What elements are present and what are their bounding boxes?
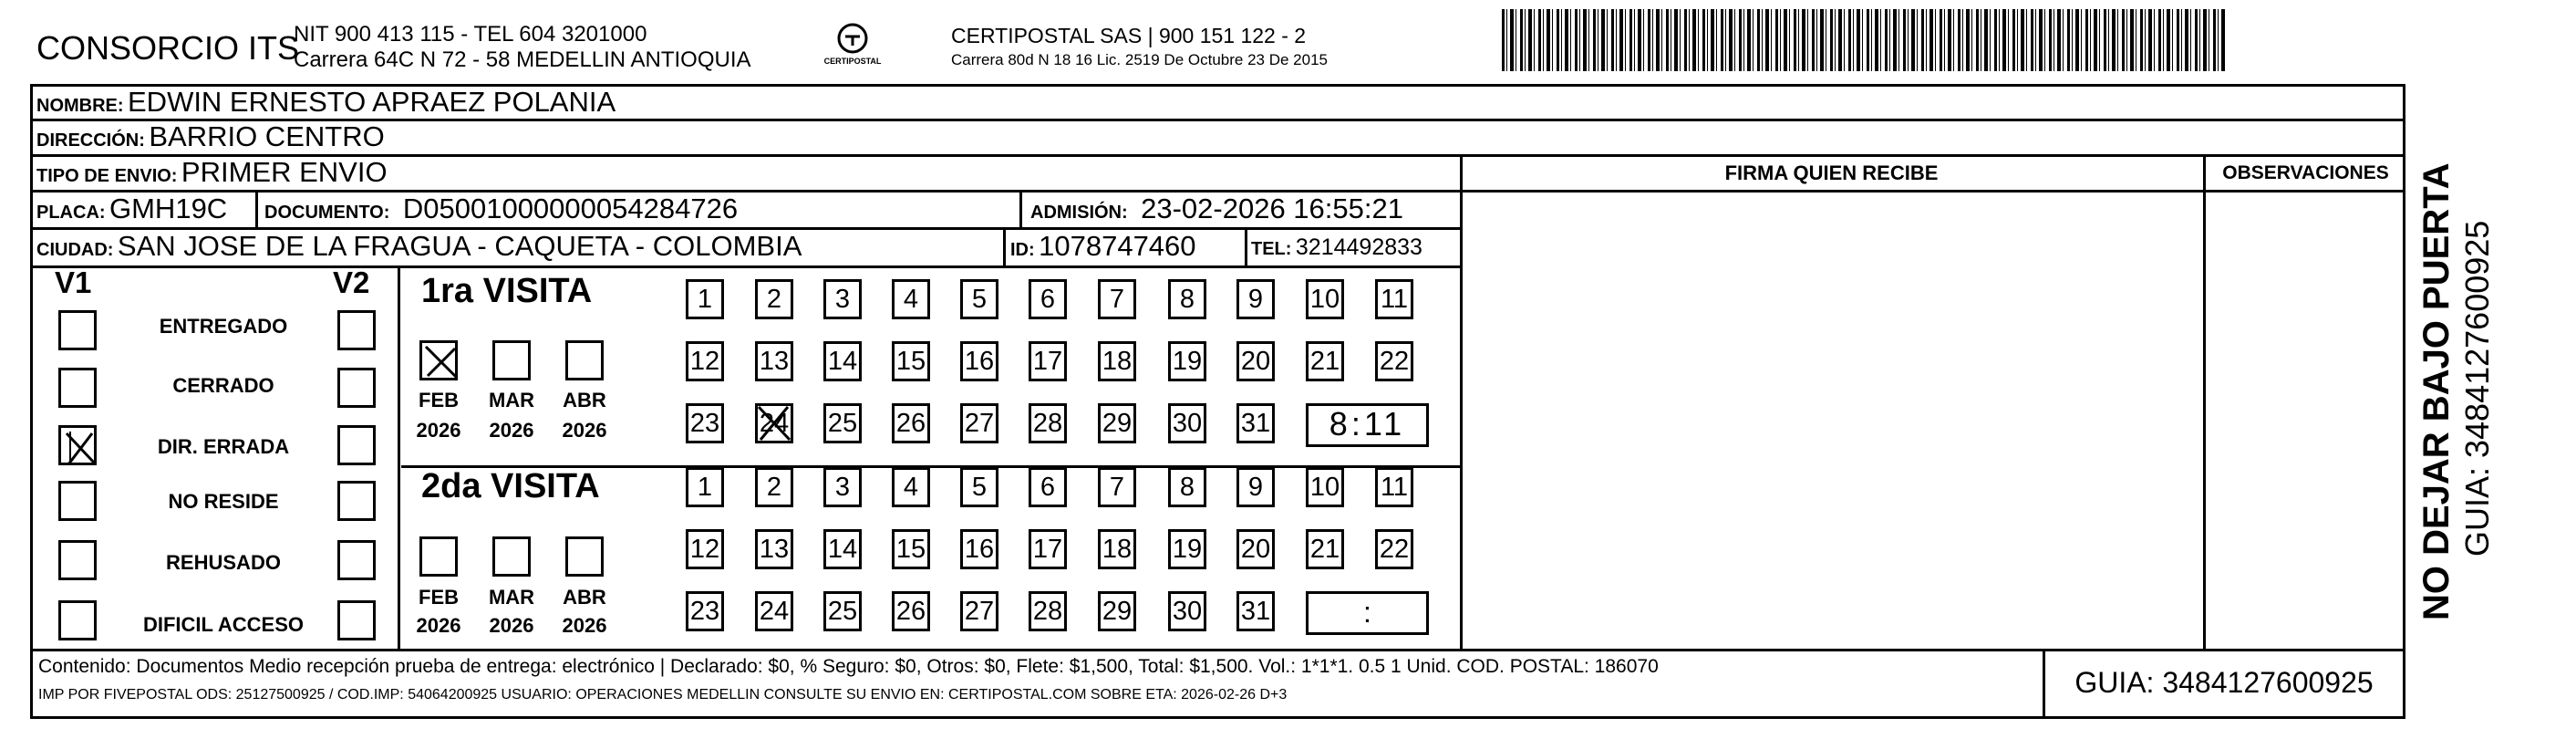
v2-header: V2 (333, 265, 370, 299)
visit1-feb-checkbox[interactable] (419, 340, 458, 380)
visit1-day-28[interactable]: 28 (1029, 403, 1067, 443)
ciudad-row (36, 230, 802, 268)
v2-cerrado-checkbox[interactable] (337, 368, 376, 408)
visit1-day-26[interactable]: 26 (892, 403, 930, 443)
certipostal-line2: Carrera 80d N 18 16 Lic. 2519 De Octubre 23 De 2015 (951, 51, 1328, 68)
certipostal-logo (825, 18, 880, 73)
visit2-abr-checkbox[interactable] (565, 536, 604, 577)
visit1-day-16[interactable]: 16 (960, 341, 998, 381)
v1-entregado-checkbox[interactable] (58, 310, 97, 350)
admision-label: ADMISIÓN: (1030, 203, 1128, 223)
placa-label: PLACA: (36, 203, 106, 223)
visit2-day-7[interactable]: 7 (1098, 467, 1136, 507)
ciudad-value: SAN JOSE DE LA FRAGUA - CAQUETA - COLOMBIA (117, 230, 802, 262)
visit2-day-21[interactable]: 21 (1306, 529, 1344, 569)
nit-line: NIT 900 413 115 - TEL 604 3201000 (294, 22, 647, 47)
option-dificil-acceso: DIFICIL ACCESO (142, 613, 304, 636)
footer-content-line: Contenido: Documentos Medio recepción prueba de entrega: electrónico | Declarado: $0, % Seguro: $0, Otros: $0, Flete: $1,500, Total: $1,500. Vol.: 1*1*1. 0.5 1 Unid. COD. POSTAL: 186070 (38, 656, 1659, 677)
visit1-day-3[interactable]: 3 (823, 279, 862, 319)
v1-cerrado-checkbox[interactable] (58, 368, 97, 408)
footer-guia: GUIA: 3484127600925 (2074, 666, 2374, 699)
id-row (1010, 230, 1196, 268)
visit1-day-9[interactable]: 9 (1236, 279, 1275, 319)
v2-no-reside-checkbox[interactable] (337, 481, 376, 521)
visit2-day-6[interactable]: 6 (1029, 467, 1067, 507)
visit1-day-4[interactable]: 4 (892, 279, 930, 319)
observaciones-header: OBSERVACIONES (2222, 162, 2389, 183)
visit2-day-14[interactable]: 14 (823, 529, 862, 569)
certipostal-line1: CERTIPOSTAL SAS | 900 151 122 - 2 (951, 24, 1307, 47)
visit2-feb-checkbox[interactable] (419, 536, 458, 577)
firma-header: FIRMA QUIEN RECIBE (1724, 161, 1939, 184)
tel-value: 3214492833 (1295, 234, 1422, 260)
visit2-day-12[interactable]: 12 (686, 529, 724, 569)
visit2-day-15[interactable]: 15 (892, 529, 930, 569)
visit2-day-26[interactable]: 26 (892, 591, 930, 631)
option-entregado: ENTREGADO (159, 315, 288, 338)
visit2-day-23[interactable]: 23 (686, 591, 724, 631)
option-rehusado: REHUSADO (166, 551, 281, 574)
nombre-label: NOMBRE: (36, 96, 124, 116)
visit1-month-mar: MAR (488, 389, 535, 411)
barcode (1502, 9, 2227, 71)
visit1-year-abr: 2026 (562, 419, 607, 442)
documento-value: D05001000000054284726 (402, 193, 739, 224)
visit1-day-15[interactable]: 15 (892, 341, 930, 381)
visit2-day-24[interactable]: 24 (755, 591, 793, 631)
visit1-day-23[interactable]: 23 (686, 403, 724, 443)
nombre-row (36, 86, 616, 124)
visit1-month-abr: ABR (563, 389, 606, 411)
v1-dificil-acceso-checkbox[interactable] (58, 600, 97, 640)
v1-rehusado-checkbox[interactable] (58, 540, 97, 580)
visit1-day-25[interactable]: 25 (823, 403, 862, 443)
tel-row (1251, 231, 1422, 267)
visit2-day-11[interactable]: 11 (1375, 467, 1413, 507)
option-no-reside: NO RESIDE (168, 490, 279, 513)
visit1-day-27[interactable]: 27 (960, 403, 998, 443)
visit2-time-box[interactable]: : (1306, 591, 1429, 635)
visit2-day-20[interactable]: 20 (1236, 529, 1275, 569)
visit2-day-2[interactable]: 2 (755, 467, 793, 507)
admision-row (1030, 193, 1403, 231)
visit1-abr-checkbox[interactable] (565, 340, 604, 380)
visit1-day-10[interactable]: 10 (1306, 279, 1344, 319)
id-label: ID: (1010, 240, 1035, 260)
direccion-value: BARRIO CENTRO (149, 120, 385, 152)
nombre-value: EDWIN ERNESTO APRAEZ POLANIA (128, 86, 616, 118)
visit2-day-25[interactable]: 25 (823, 591, 862, 631)
v1-header: V1 (55, 265, 92, 299)
placa-row (36, 193, 227, 231)
visit2-day-16[interactable]: 16 (960, 529, 998, 569)
documento-row (264, 193, 738, 231)
visit2-month-feb: FEB (419, 586, 459, 609)
admision-value: 23-02-2026 16:55:21 (1141, 193, 1403, 224)
tel-label: TEL: (1251, 239, 1292, 259)
visit1-day-13[interactable]: 13 (755, 341, 793, 381)
visit2-day-1[interactable]: 1 (686, 467, 724, 507)
visit1-day-22[interactable]: 22 (1375, 341, 1413, 381)
documento-label: DOCUMENTO: (264, 203, 390, 223)
visit1-day-17[interactable]: 17 (1029, 341, 1067, 381)
visit1-day-20[interactable]: 20 (1236, 341, 1275, 381)
visit2-day-18[interactable]: 18 (1098, 529, 1136, 569)
ciudad-label: CIUDAD: (36, 240, 114, 260)
visit2-day-17[interactable]: 17 (1029, 529, 1067, 569)
visit1-year-feb: 2026 (416, 419, 461, 442)
address-line: Carrera 64C N 72 - 58 MEDELLIN ANTIOQUIA (294, 47, 751, 72)
logo-text: CERTIPOSTAL (823, 57, 882, 66)
v2-dificil-acceso-checkbox[interactable] (337, 600, 376, 640)
visit2-day-27[interactable]: 27 (960, 591, 998, 631)
option-dir-errada: DIR. ERRADA (157, 435, 290, 458)
company-name: CONSORCIO ITS (36, 29, 300, 67)
visit2-day-13[interactable]: 13 (755, 529, 793, 569)
visit2-day-3[interactable]: 3 (823, 467, 862, 507)
id-value: 1078747460 (1039, 230, 1196, 262)
side-guia: GUIA: 3484127600925 (2458, 220, 2496, 557)
visit2-month-abr: ABR (563, 586, 606, 609)
visit2-day-5[interactable]: 5 (960, 467, 998, 507)
visit1-day-14[interactable]: 14 (823, 341, 862, 381)
visit1-day-19[interactable]: 19 (1168, 341, 1206, 381)
cross-mark-icon (755, 403, 793, 443)
visit1-day-11[interactable]: 11 (1375, 279, 1413, 319)
v1-no-reside-checkbox[interactable] (58, 481, 97, 521)
visit1-title: 1ra VISITA (421, 272, 593, 310)
footer-imp-line: IMP POR FIVEPOSTAL ODS: 25127500925 / COD.IMP: 54064200925 USUARIO: OPERACIONES MEDELLIN CONSULTE SU ENVIO EN: CERTIPOSTAL.COM SOBRE ETA: 2026-02-26 D+3 (38, 687, 1288, 703)
visit2-mar-checkbox[interactable] (492, 536, 531, 577)
visit1-month-feb: FEB (419, 389, 459, 411)
visit1-day-7[interactable]: 7 (1098, 279, 1136, 319)
visit2-day-22[interactable]: 22 (1375, 529, 1413, 569)
visit1-day-30[interactable]: 30 (1168, 403, 1206, 443)
direccion-label: DIRECCIÓN: (36, 130, 145, 151)
visit1-day-12[interactable]: 12 (686, 341, 724, 381)
visit2-title: 2da VISITA (421, 467, 600, 505)
option-cerrado: CERRADO (172, 374, 274, 397)
visit1-day-5[interactable]: 5 (960, 279, 998, 319)
tipo-label: TIPO DE ENVIO: (36, 166, 178, 186)
visit1-day-2[interactable]: 2 (755, 279, 793, 319)
direccion-row (36, 120, 385, 159)
placa-value: GMH19C (109, 193, 228, 224)
visit2-day-4[interactable]: 4 (892, 467, 930, 507)
v2-rehusado-checkbox[interactable] (337, 540, 376, 580)
v2-entregado-checkbox[interactable] (337, 310, 376, 350)
visit2-year-mar: 2026 (489, 614, 534, 637)
check-mark-icon (61, 428, 99, 468)
visit1-day-6[interactable]: 6 (1029, 279, 1067, 319)
check-mark-icon (422, 343, 460, 383)
visit1-day-24[interactable]: 24 (755, 403, 793, 443)
visit2-year-abr: 2026 (562, 614, 607, 637)
side-warning: NO DEJAR BAJO PUERTA (2416, 162, 2457, 620)
v2-dir-errada-checkbox[interactable] (337, 425, 376, 465)
visit2-day-28[interactable]: 28 (1029, 591, 1067, 631)
visit2-year-feb: 2026 (416, 614, 461, 637)
visit2-day-10[interactable]: 10 (1306, 467, 1344, 507)
visit1-time-box[interactable]: 8:11 (1306, 403, 1429, 447)
visit1-day-18[interactable]: 18 (1098, 341, 1136, 381)
visit1-day-21[interactable]: 21 (1306, 341, 1344, 381)
tipo-value: PRIMER ENVIO (181, 156, 388, 188)
visit2-day-30[interactable]: 30 (1168, 591, 1206, 631)
visit2-day-9[interactable]: 9 (1236, 467, 1275, 507)
visit1-day-31[interactable]: 31 (1236, 403, 1275, 443)
visit1-day-29[interactable]: 29 (1098, 403, 1136, 443)
visit1-day-1[interactable]: 1 (686, 279, 724, 319)
tipo-row (36, 156, 388, 194)
visit2-day-19[interactable]: 19 (1168, 529, 1206, 569)
visit2-month-mar: MAR (488, 586, 535, 609)
visit2-day-8[interactable]: 8 (1168, 467, 1206, 507)
visit1-day-8[interactable]: 8 (1168, 279, 1206, 319)
v1-dir-errada-checkbox[interactable] (58, 425, 97, 465)
visit2-day-29[interactable]: 29 (1098, 591, 1136, 631)
visit1-mar-checkbox[interactable] (492, 340, 531, 380)
visit2-day-31[interactable]: 31 (1236, 591, 1275, 631)
visit1-year-mar: 2026 (489, 419, 534, 442)
